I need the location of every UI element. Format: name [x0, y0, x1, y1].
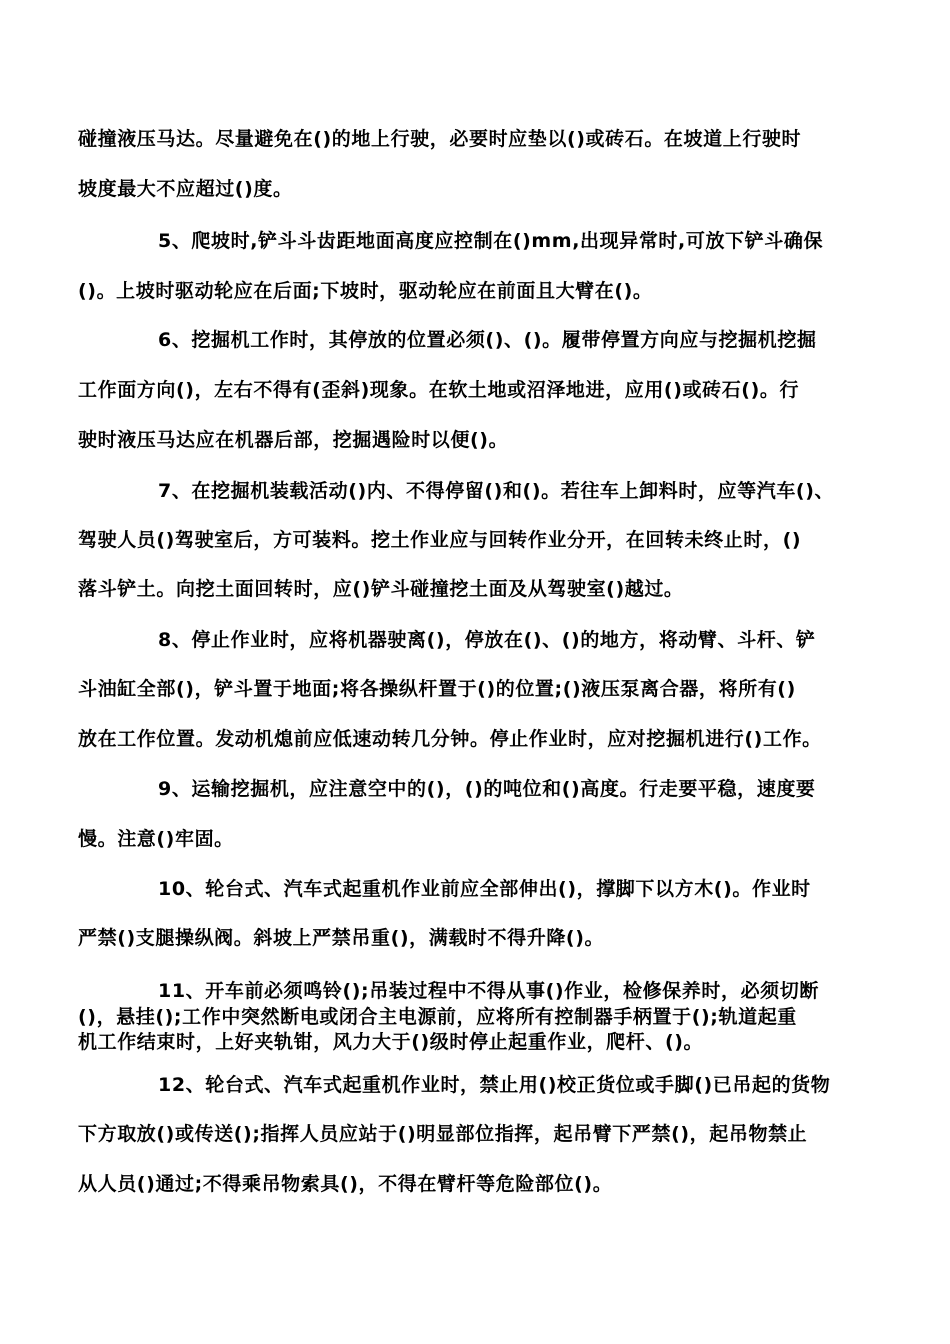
paragraph-line: 9、运输挖掘机，应注意空中的()，()的吨位和()高度。行走要平稳，速度要	[158, 778, 816, 800]
paragraph-line: 驾驶人员()驾驶室后，方可装料。挖土作业应与回转作业分开，在回转未终止时，()	[78, 529, 802, 551]
paragraph-line: 7、在挖掘机装载活动()内、不得停留()和()。若往车上卸料时，应等汽车()、	[158, 480, 835, 502]
paragraph-line: 机工作结束时，上好夹轨钳，风力大于()级时停止起重作业，爬杆、()。	[78, 1031, 704, 1053]
paragraph-line: 慢。注意()牢固。	[78, 828, 234, 850]
paragraph-line: 12、轮台式、汽车式起重机作业时，禁止用()校正货位或手脚()已吊起的货物	[158, 1074, 831, 1096]
paragraph-line: 5、爬坡时,铲斗斗齿距地面高度应控制在()mm,出现异常时,可放下铲斗确保	[158, 230, 824, 252]
paragraph-line: 10、轮台式、汽车式起重机作业前应全部伸出()，撑脚下以方木()。作业时	[158, 878, 811, 900]
paragraph-line: 下方取放()或传送();指挥人员应站于()明显部位指挥，起吊臂下严禁()，起吊物禁止	[78, 1123, 808, 1145]
paragraph-line: ()，悬挂();工作中突然断电或闭合主电源前，应将所有控制器手柄置于();轨道起重	[78, 1006, 797, 1028]
paragraph-line: 放在工作位置。发动机熄前应低速动转几分钟。停止作业时，应对挖掘机进行()工作。	[78, 728, 822, 750]
paragraph-line: 11、开车前必须鸣铃();吊装过程中不得从事()作业，检修保养时，必须切断	[158, 980, 819, 1002]
paragraph-line: ()。上坡时驱动轮应在后面;下坡时，驱动轮应在前面且大臂在()。	[78, 280, 653, 302]
paragraph-line: 严禁()支腿操纵阀。斜坡上严禁吊重()，满载时不得升降()。	[78, 927, 605, 949]
paragraph-line: 斗油缸全部()，铲斗置于地面;将各操纵杆置于()的位置;()液压泵离合器，将所有()	[78, 678, 796, 700]
paragraph-line: 6、挖掘机工作时，其停放的位置必须()、()。履带停置方向应与挖掘机挖掘	[158, 329, 817, 351]
paragraph-line: 8、停止作业时，应将机器驶离()，停放在()、()的地方，将动臂、斗杆、铲	[158, 629, 816, 651]
paragraph-line: 从人员()通过;不得乘吊物索具()，不得在臂杆等危险部位()。	[78, 1173, 613, 1195]
paragraph-line: 驶时液压马达应在机器后部，挖掘遇险时以便()。	[78, 429, 509, 451]
paragraph-line: 坡度最大不应超过()度。	[78, 178, 293, 200]
paragraph-line: 工作面方向()，左右不得有(歪斜)现象。在软土地或沼泽地进，应用()或砖石()。行	[78, 379, 800, 401]
paragraph-line: 碰撞液压马达。尽量避免在()的地上行驶，必要时应垫以()或砖石。在坡道上行驶时	[78, 128, 802, 150]
paragraph-line: 落斗铲土。向挖土面回转时，应()铲斗碰撞挖土面及从驾驶室()越过。	[78, 578, 684, 600]
